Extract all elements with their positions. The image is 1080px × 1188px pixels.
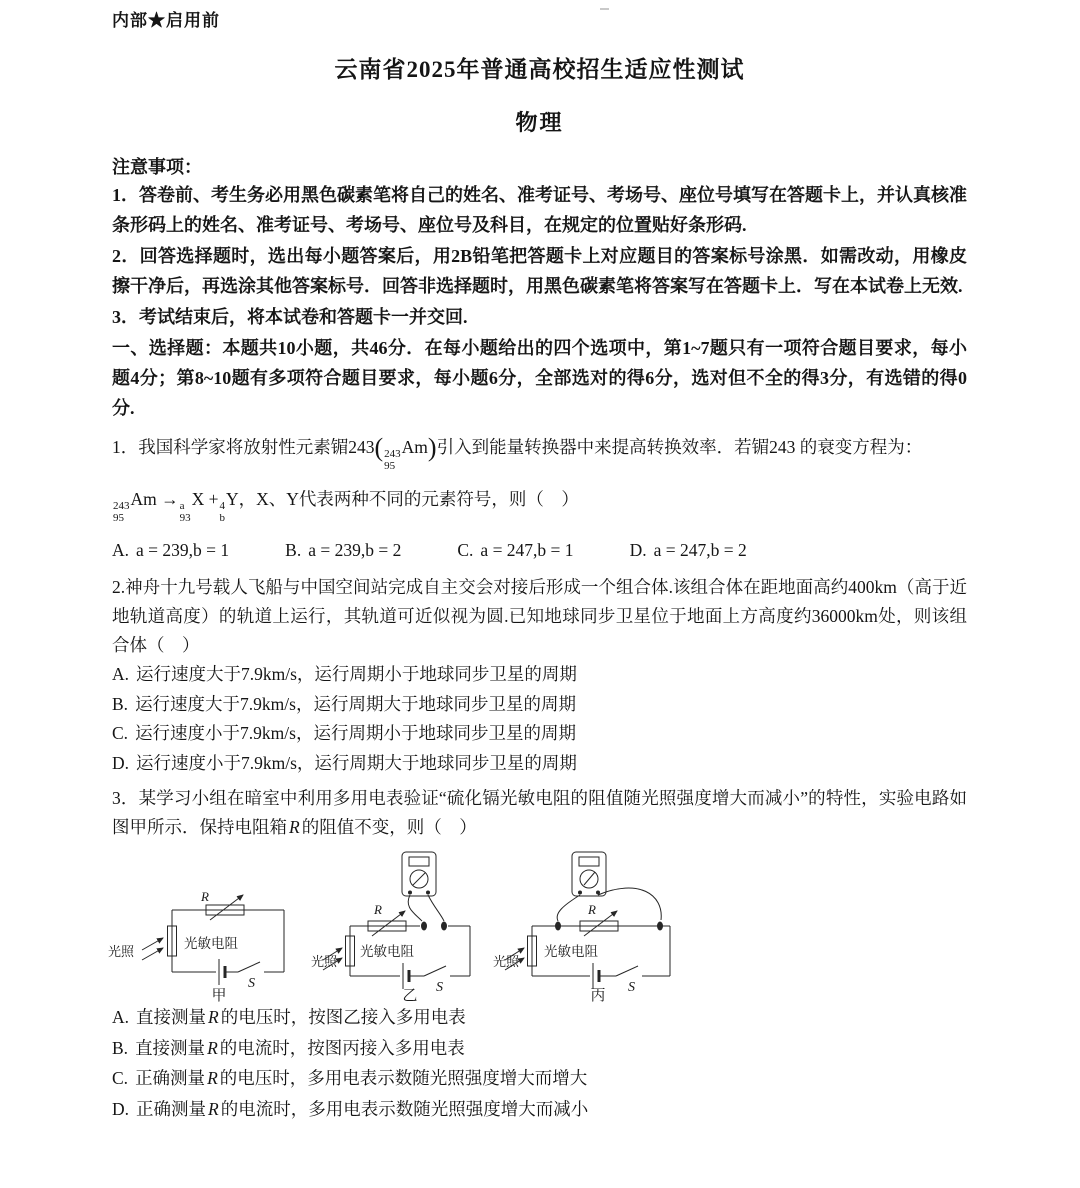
plus-glyph: + <box>208 489 219 510</box>
option-label: D. <box>112 1098 130 1119</box>
option-label: C. <box>112 1068 129 1089</box>
q2-option-b <box>112 690 967 720</box>
caption-bing: 丙 <box>590 988 606 1003</box>
option-label: A. <box>112 1007 130 1028</box>
option-text: a = 247,b = 2 <box>653 540 747 561</box>
q2-option-d <box>112 749 967 779</box>
q1-stem-pre: 1．我国科学家将放射性元素镅243 <box>112 437 375 457</box>
resistor-variable: R <box>289 817 300 838</box>
resistor-variable: R <box>208 1007 219 1028</box>
switch-blade <box>616 966 638 976</box>
element-symbol: Am <box>401 437 428 457</box>
nuclide-am <box>384 449 401 472</box>
caption-yi: 乙 <box>402 988 418 1003</box>
caption-jia: 甲 <box>211 988 227 1003</box>
q1-option-d <box>630 540 747 561</box>
circuit-jia <box>106 892 296 1002</box>
resistor-variable: R <box>208 1098 219 1119</box>
probe-terminal <box>657 922 663 931</box>
confidential-marking: 内部★启用前 <box>112 11 220 30</box>
circuit-yi <box>310 850 478 1002</box>
q2-stem: 2.神舟十九号载人飞船与中国空间站完成自主交会对接后形成一个组合体.该组合体在距地面高约400km（高于近地轨道高度）的轨道上运行，其轨道可近似视为圆.已知地球同步卫星位于地面上方高度约36000km处，则该组合体（ ） <box>112 577 967 656</box>
mass-number: a <box>179 500 185 513</box>
light-label: 光照 <box>311 954 338 970</box>
light-label: 光照 <box>493 954 520 970</box>
switch-label: S <box>628 980 635 996</box>
option-label: B. <box>112 1037 129 1058</box>
option-text: 直接测量 <box>135 1037 206 1058</box>
probe-terminal <box>421 922 427 931</box>
notice-item-2: 2．回答选择题时，选出每小题答案后，用2B铅笔把答题卡上对应题目的答案标号涂黑．如需改动，用橡皮擦干净后，再选涂其他答案标号．回答非选择题时，用黑色碳素笔将答案写在答题卡上．写在本试卷上无效. <box>112 246 967 296</box>
atomic-number: 95 <box>384 459 396 472</box>
option-text: 运行速度大于7.9km/s，运行周期大于地球同步卫星的周期 <box>135 693 576 714</box>
switch-blade <box>424 966 446 976</box>
light-arrows-icon <box>142 938 163 960</box>
light-label: 光照 <box>108 944 135 960</box>
rheostat-symbol <box>368 902 406 936</box>
q3-option-c <box>112 1063 967 1094</box>
section-heading: 一、选择题：本题共10小题，共46分．在每小题给出的四个选项中，第1~7题只有一项符合题目要求，每小题4分；第8~10题有多项符合题目要求，每小题6分，全部选对的得6分，选对但不全的得3分，有选错的得0分. <box>112 338 967 418</box>
q2-option-a <box>112 660 967 690</box>
q3-option-d <box>112 1094 967 1125</box>
q3-stem <box>112 784 967 842</box>
q3-option-a <box>112 1002 967 1033</box>
q1-decay-equation <box>112 486 967 524</box>
element-symbol: Y <box>226 489 239 510</box>
option-label: D. <box>112 752 130 773</box>
nuclide-y <box>220 501 226 524</box>
option-label: B. <box>285 540 302 561</box>
mass-number: 243 <box>113 500 130 513</box>
multimeter-icon <box>402 852 444 921</box>
probe-terminal <box>441 922 447 931</box>
element-symbol: X <box>191 489 205 510</box>
option-label: D. <box>629 540 647 561</box>
q1-stem <box>112 433 967 472</box>
option-text: a = 239,b = 2 <box>308 540 402 561</box>
rheostat-label: R <box>201 892 209 905</box>
battery-symbol <box>593 963 599 989</box>
notice-item-1: 1．答卷前、考生务必用黑色碳素笔将自己的姓名、准考证号、考场号、座位号填写在答题卡上，并认真核准条形码上的姓名、准考证号、考场号、座位号及科目，在规定的位置贴好条形码. <box>112 185 967 235</box>
option-text: 的电流时，按图丙接入多用电表 <box>219 1037 465 1058</box>
question-2 <box>112 573 967 778</box>
option-label: C. <box>457 540 474 561</box>
atomic-number: 95 <box>113 511 124 524</box>
option-text: 运行速度小于7.9km/s，运行周期小于地球同步卫星的周期 <box>135 723 576 744</box>
page-title: 云南省2025年普通高校招生适应性测试 <box>334 57 745 82</box>
photoresistor-label: 光敏电阻 <box>184 936 238 952</box>
battery-symbol <box>219 959 225 985</box>
mass-number: 243 <box>384 448 401 460</box>
q1-equation-tail: ，X、Y代表两种不同的元素符号，则（ ） <box>238 489 579 510</box>
resistor-variable: R <box>207 1068 218 1089</box>
q1-stem-post: 引入到能量转换器中来提高转换效率．若镅243 的衰变方程为： <box>436 437 923 457</box>
option-text: 运行速度小于7.9km/s，运行周期大于地球同步卫星的周期 <box>136 752 577 773</box>
photoresistor-label: 光敏电阻 <box>544 944 598 960</box>
option-text: 的电流时，多用电表示数随光照强度增大而减小 <box>220 1098 589 1119</box>
rheostat-label: R <box>588 902 596 918</box>
resistor-variable: R <box>207 1037 218 1058</box>
q3-stem-post: 的阻值不变，则（ ） <box>301 817 477 838</box>
nuclide-am <box>113 501 130 524</box>
q1-option-b <box>285 540 401 561</box>
option-text: 正确测量 <box>135 1068 206 1089</box>
battery-symbol <box>403 963 409 989</box>
element-symbol: Am <box>130 489 157 510</box>
paren-open: ( <box>374 433 384 462</box>
option-text: 的电压时，多用电表示数随光照强度增大而增大 <box>219 1068 588 1089</box>
q2-option-c <box>112 719 967 749</box>
q3-option-b <box>112 1033 967 1064</box>
paren-close: ) <box>427 433 437 462</box>
option-label: C. <box>112 723 129 744</box>
photoresistor-label: 光敏电阻 <box>360 944 414 960</box>
option-text: 正确测量 <box>136 1098 207 1119</box>
option-text: 运行速度大于7.9km/s，运行周期小于地球同步卫星的周期 <box>136 664 577 685</box>
switch-blade <box>238 962 260 972</box>
option-label: A. <box>112 540 130 561</box>
atomic-number: 93 <box>179 511 191 524</box>
switch-label: S <box>436 980 443 996</box>
option-label: A. <box>112 664 130 685</box>
subject-title: 物理 <box>515 110 564 135</box>
nuclide-x <box>180 501 191 524</box>
switch-label: S <box>248 976 255 992</box>
multimeter-icon <box>557 852 661 921</box>
q3-circuit-figure <box>106 850 967 1002</box>
q1-option-a <box>112 540 229 561</box>
probe-terminal <box>555 922 561 931</box>
option-text: 直接测量 <box>136 1007 207 1028</box>
question-3 <box>108 784 967 1124</box>
mass-number: 4 <box>219 500 226 513</box>
question-1 <box>112 433 967 561</box>
rheostat-symbol <box>200 892 244 920</box>
option-text: a = 239,b = 1 <box>136 540 230 561</box>
notice-heading: 注意事项： <box>112 157 202 177</box>
scan-artifact <box>600 8 609 10</box>
notice-item-3: 3．考试结束后，将本试卷和答题卡一并交回. <box>112 307 468 327</box>
rheostat-label: R <box>374 902 382 918</box>
circuit-bing <box>492 850 690 1002</box>
q1-options <box>112 540 967 561</box>
arrow-glyph: → <box>161 489 179 510</box>
option-text: 的电压时，按图乙接入多用电表 <box>220 1007 466 1028</box>
option-text: a = 247,b = 1 <box>480 540 574 561</box>
q3-stem-pre: 3．某学习小组在暗室中利用多用电表验证“硫化镉光敏电阻的阻值随光照强度增大而减小”的特性，实验电路如图甲所示．保持电阻箱 <box>112 788 967 838</box>
atomic-number: b <box>219 511 226 524</box>
rheostat-symbol <box>580 902 618 936</box>
q1-option-c <box>457 540 573 561</box>
option-label: B. <box>112 693 129 714</box>
